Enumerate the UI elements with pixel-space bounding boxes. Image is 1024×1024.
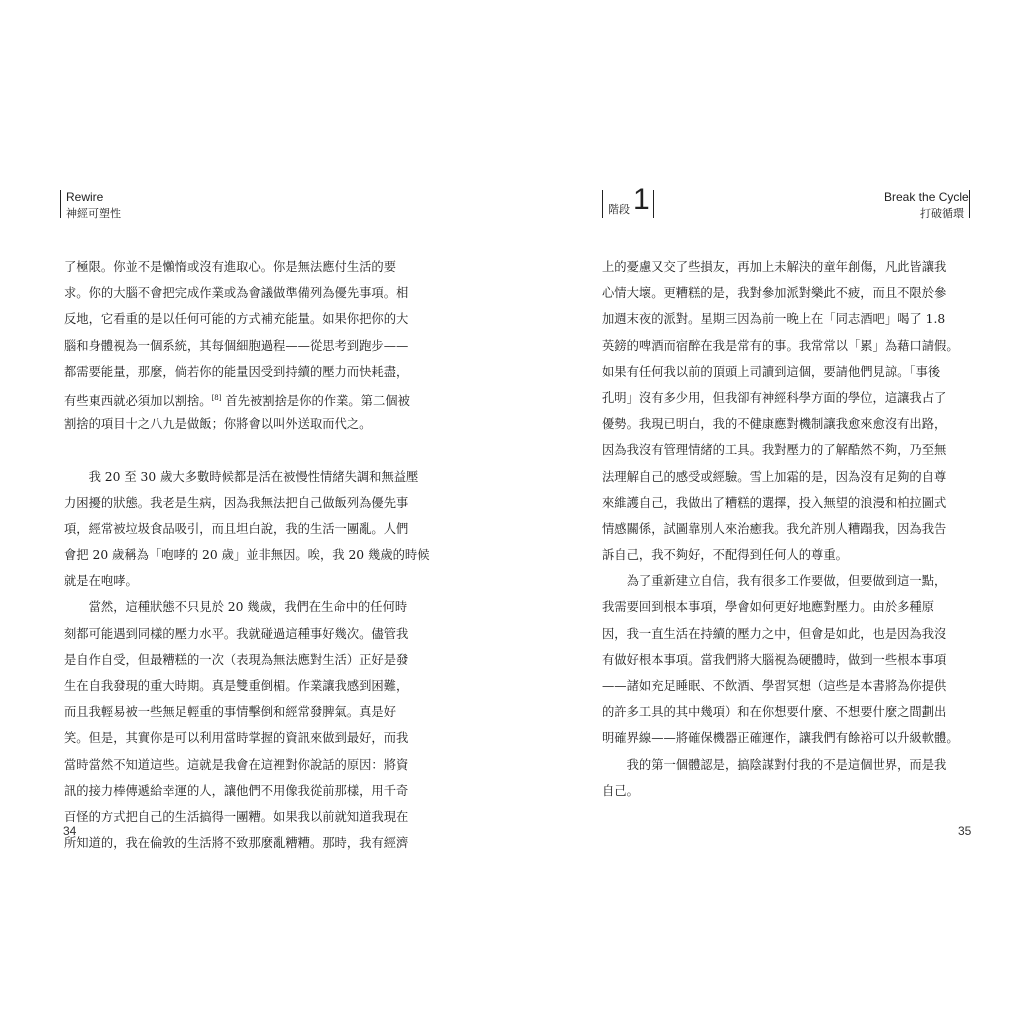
text-line: 來維護自己，我做出了糟糕的選擇，投入無望的浪漫和柏拉圖式 — [602, 495, 947, 510]
text-line: 求。你的大腦不會把完成作業或為會議做準備列為優先事項。相 — [64, 286, 409, 301]
text-line: 有些東西就必須加以割捨。[8] 首先被割捨是你的作業。第二個被 — [64, 393, 410, 408]
left-body-text — [64, 254, 436, 856]
text-line: 因為我沒有管理情緒的工具。我對壓力的了解酷然不夠，乃至無 — [602, 443, 947, 458]
text-line: 腦和身體視為一個系統，其每個細胞過程——從思考到跑步—— — [64, 338, 409, 353]
text-line: 會把 20 歲稱為「咆哮的 20 歲」並非無因。唉，我 20 幾歲的時候 — [64, 548, 430, 563]
text-line: 項，經常被垃圾食品吸引，而且坦白說，我的生活一團亂。人們 — [64, 521, 409, 536]
text-line: 情感關係，試圖靠別人來治癒我。我允許別人糟蹋我，因為我告 — [602, 521, 947, 536]
text-line: 都需要能量，那麼，倘若你的能量因受到持續的壓力而快耗盡， — [64, 364, 409, 379]
text-line: 優勢。我現已明白，我的不健康應對機制讓我愈來愈沒有出路， — [602, 417, 947, 432]
text-line: 刻都可能遇到同樣的壓力水平。我就碰過這種事好幾次。儘管我 — [64, 626, 409, 641]
stage-divider-left — [602, 190, 603, 218]
text-line: 因，我一直生活在持續的壓力之中，但會是如此，也是因為我沒 — [602, 626, 947, 641]
text-line: 孔明」沒有多少用，但我卻有神經科學方面的學位，這讓我占了 — [602, 390, 947, 405]
text-line: 百怪的方式把自己的生活搞得一團糟。如果我以前就知道我現在 — [64, 809, 409, 824]
text-line: 是自作自受，但最糟糕的一次（表現為無法應對生活）正好是發 — [64, 652, 409, 667]
text-line: 有做好根本事項。當我們將大腦視為硬體時，做到一些根本事項 — [602, 652, 947, 667]
text-line: 就是在咆哮。 — [64, 574, 138, 589]
book-title-zh: 神經可塑性 — [66, 207, 121, 220]
text-line: 我需要回到根本事項，學會如何更好地應對壓力。由於多種原 — [602, 600, 935, 615]
text-line: 的許多工具的其中幾項）和在你想要什麼、不想要什麼之間劃出 — [602, 705, 947, 720]
text-line: 當時當然不知道這些。這就是我會在這裡對你說話的原因：將資 — [64, 757, 409, 772]
text-line: 當然，這種狀態不只見於 20 幾歲，我們在生命中的任何時 — [64, 600, 408, 615]
text-line: 我 20 至 30 歲大多數時候都是活在被慢性情緒失調和無益壓 — [64, 469, 419, 484]
text-line: 上的憂慮又交了些損友，再加上未解決的童年創傷，凡此皆讓我 — [602, 260, 947, 274]
part-title-en: Break the Cycle — [884, 190, 969, 204]
header-divider-right — [969, 190, 970, 218]
page-number-right: 35 — [958, 824, 972, 838]
paragraph-gap — [64, 437, 436, 463]
right-page — [512, 0, 1024, 1024]
text-line: 訊的接力棒傳遞給幸運的人，讓他們不用像我從前那樣，用千奇 — [64, 783, 409, 798]
part-title-zh: 打破循環 — [920, 207, 964, 220]
text-line: 我的第一個體認是，搞陰謀對付我的不是這個世界，而是我 — [602, 757, 947, 772]
text-line: 心情大壞。更糟糕的是，我對參加派對樂此不疲，而且不限於參 — [602, 286, 947, 301]
text-line: 了極限。你並不是懶惰或沒有進取心。你是無法應付生活的要 — [64, 260, 397, 274]
text-line: 生在自我發現的重大時期。真是雙重倒楣。作業讓我感到困難， — [64, 679, 409, 693]
header-divider — [60, 190, 61, 218]
text-line: 而且我輕易被一些無足輕重的事情擊倒和經常發脾氣。真是好 — [64, 705, 397, 720]
stage-divider-right — [653, 190, 654, 218]
stage-number: 1 — [633, 183, 650, 216]
text-line: 英鎊的啤酒而宿醉在我是常有的事。我常常以「累」為藉口請假。 — [602, 338, 959, 353]
text-line: 如果有任何我以前的頂頭上司讀到這個，要請他們見諒。「事後 — [602, 364, 941, 379]
page-number-left: 34 — [63, 824, 77, 838]
book-title-en: Rewire — [66, 190, 104, 204]
text-line: 加週末夜的派對。星期三因為前一晚上在「同志酒吧」喝了 1.8 — [602, 312, 946, 327]
text-line: 割捨的項目十之八九是做飯；你將會以叫外送取而代之。 — [64, 417, 372, 432]
text-line: 法理解自己的感受或經驗。雪上加霜的是，因為沒有足夠的自尊 — [602, 469, 947, 484]
text-line: ——諸如充足睡眠、不飲酒、學習冥想（這些是本書將為你提供 — [602, 679, 947, 693]
right-body-text — [602, 254, 974, 804]
stage-label: 階段 — [608, 203, 630, 216]
text-line: 明確界線——將確保機器正確運作，讓我們有餘裕可以升級軟體。 — [602, 731, 959, 746]
text-line: 力困擾的狀態。我老是生病，因為我無法把自己做飯列為優先事 — [64, 495, 409, 510]
text-line: 笑。但是，其實你是可以利用當時掌握的資訊來做到最好，而我 — [64, 731, 409, 746]
text-line: 反地，它看重的是以任何可能的方式補充能量。如果你把你的大 — [64, 312, 409, 327]
footnote-marker[interactable]: [8] — [211, 393, 222, 402]
text-line: 為了重新建立自信，我有很多工作要做，但要做到這一點， — [602, 574, 947, 589]
text-line: 訴自己，我不夠好，不配得到任何人的尊重。 — [602, 548, 848, 563]
text-line: 自己。 — [602, 783, 639, 798]
text-line: 所知道的，我在倫敦的生活將不致那麼亂糟糟。那時，我有經濟 — [64, 836, 409, 851]
